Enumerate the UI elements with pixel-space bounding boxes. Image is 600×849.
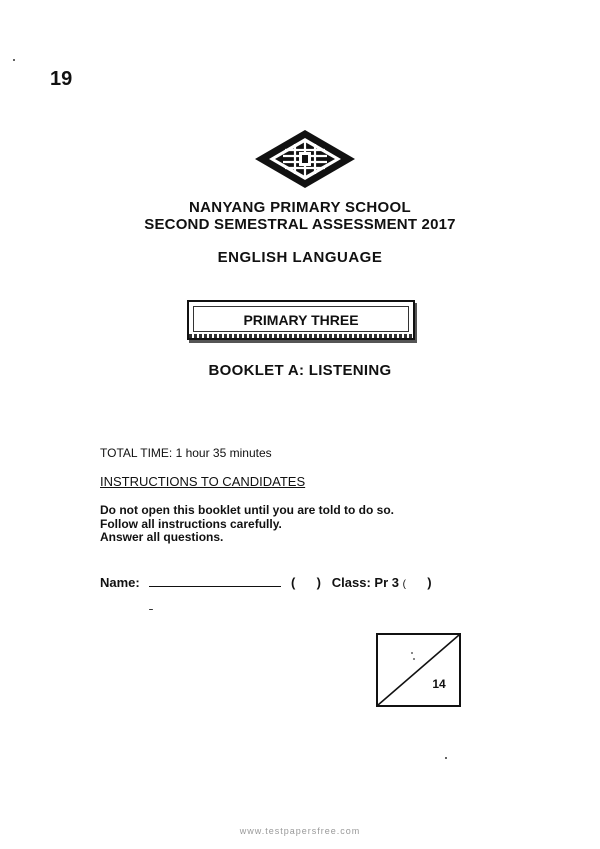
score-total: 14: [432, 677, 446, 691]
index-open-paren: (: [291, 575, 296, 590]
index-close-paren: ): [316, 575, 321, 590]
class-close-paren: ): [427, 575, 432, 590]
booklet-title: BOOKLET A: LISTENING: [208, 362, 392, 379]
class-label: Class: Pr 3: [331, 575, 399, 590]
footer-url: www.testpapersfree.com: [239, 826, 361, 836]
instruction-line: Follow all instructions carefully.: [100, 517, 282, 531]
total-time: TOTAL TIME: 1 hour 35 minutes: [100, 446, 272, 460]
instructions-heading: INSTRUCTIONS TO CANDIDATES: [100, 474, 306, 489]
scan-speck: [445, 757, 447, 759]
candidate-details-row: [100, 574, 432, 590]
level-box: [187, 300, 415, 340]
class-open-paren: (: [402, 579, 406, 590]
instruction-line: Do not open this booklet until you are told to do so.: [100, 503, 394, 517]
name-label: Name:: [100, 575, 140, 590]
assessment-title: SECOND SEMESTRAL ASSESSMENT 2017: [144, 216, 456, 233]
level-box-border-strip: [189, 334, 413, 338]
instruction-line: Answer all questions.: [100, 530, 224, 544]
scan-speck: [149, 609, 153, 610]
score-box: [376, 633, 461, 707]
score-box-diagonal: [376, 633, 461, 707]
name-field[interactable]: [149, 574, 281, 587]
subject-title: ENGLISH LANGUAGE: [217, 249, 383, 266]
scan-speck: [13, 59, 15, 61]
school-name: NANYANG PRIMARY SCHOOL: [189, 199, 411, 216]
school-crest-logo: [255, 128, 355, 190]
page-number: 19: [50, 68, 73, 90]
level-label: PRIMARY THREE: [193, 306, 409, 332]
